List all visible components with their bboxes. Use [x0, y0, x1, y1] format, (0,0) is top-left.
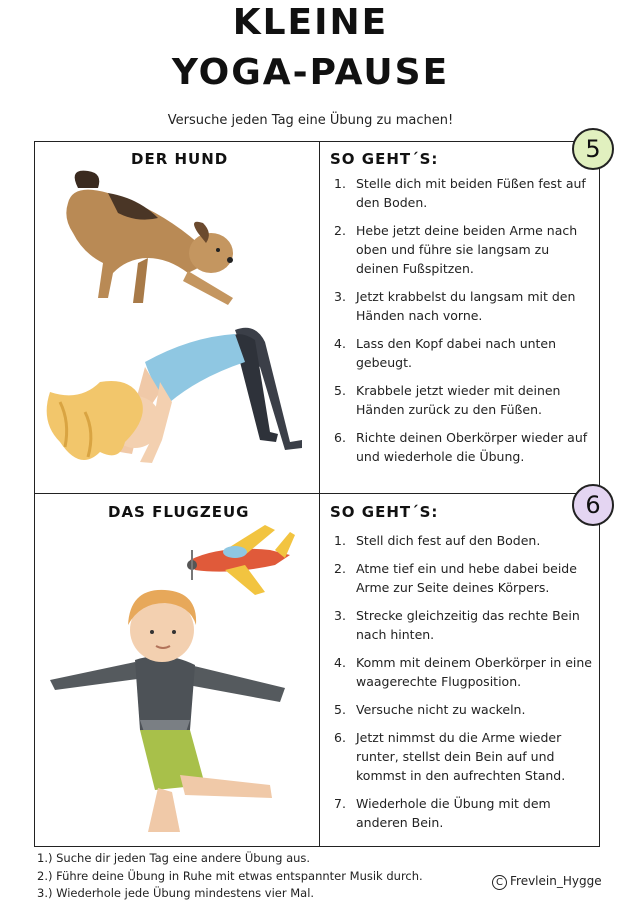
copyright-text: Frevlein_Hygge	[510, 874, 602, 888]
step-item	[334, 700, 596, 719]
step-number: 3.	[334, 608, 346, 623]
girl-downward-dog-icon	[40, 322, 310, 487]
step-number: 6.	[334, 730, 346, 745]
step-text: Hebe jetzt deine beiden Arme nach oben und führe sie langsam zu deinen Fußspitzen.	[356, 223, 578, 276]
step-text: Versuche nicht zu wackeln.	[356, 702, 526, 717]
step-number: 4.	[334, 336, 346, 351]
footer-note: 2.) Führe deine Übung in Ruhe mit etwas entspannter Musik durch.	[37, 869, 423, 883]
footer-note: 3.) Wiederhole jede Übung mindestens vier Mal.	[37, 886, 315, 900]
copyright	[492, 874, 602, 890]
step-item	[334, 728, 596, 785]
step-text: Wiederhole die Übung mit dem anderen Bein.	[356, 796, 551, 830]
column-divider	[319, 141, 320, 847]
steps-list-dog	[334, 174, 589, 475]
step-text: Stelle dich mit beiden Füßen fest auf den Boden.	[356, 176, 586, 210]
how-label-airplane: SO GEHT´S:	[330, 503, 439, 521]
step-number: 4.	[334, 655, 346, 670]
title-line-1: KLEINE	[232, 2, 389, 43]
step-number: 2.	[334, 561, 346, 576]
exercise-number-badge: 6	[572, 484, 614, 526]
step-text: Atme tief ein und hebe dabei beide Arme zur Seite deines Körpers.	[356, 561, 577, 595]
step-item	[334, 287, 589, 325]
step-text: Lass den Kopf dabei nach unten gebeugt.	[356, 336, 557, 370]
step-item	[334, 381, 589, 419]
step-text: Komm mit deinem Oberkörper in eine waagerechte Flugposition.	[356, 655, 592, 689]
step-item	[334, 653, 596, 691]
dog-icon	[48, 163, 248, 308]
step-item	[334, 221, 589, 278]
step-number: 5.	[334, 383, 346, 398]
step-item	[334, 794, 596, 832]
step-item	[334, 428, 589, 466]
row-divider	[34, 493, 600, 494]
step-text: Jetzt nimmst du die Arme wieder runter, stellst dein Bein auf und kommst in den aufrechten Stand.	[356, 730, 566, 783]
title-line-2: YOGA-PAUSE	[171, 52, 450, 93]
step-number: 3.	[334, 289, 346, 304]
step-number: 7.	[334, 796, 346, 811]
step-number: 1.	[334, 533, 346, 548]
step-text: Jetzt krabbelst du langsam mit den Händen nach vorne.	[356, 289, 576, 323]
boy-airplane-pose-icon	[40, 570, 310, 840]
step-number: 2.	[334, 223, 346, 238]
step-item	[334, 531, 596, 550]
footer-note: 1.) Suche dir jeden Tag eine andere Übung aus.	[37, 851, 311, 865]
step-item	[334, 334, 589, 372]
copyright-icon: C	[492, 875, 507, 890]
steps-list-airplane	[334, 531, 596, 841]
exercise-title-airplane: DAS FLUGZEUG	[108, 503, 250, 521]
step-item	[334, 174, 589, 212]
step-number: 6.	[334, 430, 346, 445]
step-text: Stell dich fest auf den Boden.	[356, 533, 541, 548]
step-text: Strecke gleichzeitig das rechte Bein nach hinten.	[356, 608, 580, 642]
exercise-title-dog: DER HUND	[131, 150, 229, 168]
step-number: 1.	[334, 176, 346, 191]
step-item	[334, 606, 596, 644]
subtitle: Versuche jeden Tag eine Übung zu machen!	[167, 113, 454, 128]
step-number: 5.	[334, 702, 346, 717]
step-text: Krabbele jetzt wieder mit deinen Händen zurück zu den Füßen.	[356, 383, 561, 417]
step-text: Richte deinen Oberkörper wieder auf und wiederhole die Übung.	[356, 430, 588, 464]
exercise-number-badge: 5	[572, 128, 614, 170]
step-item	[334, 559, 596, 597]
how-label-dog: SO GEHT´S:	[330, 150, 439, 168]
